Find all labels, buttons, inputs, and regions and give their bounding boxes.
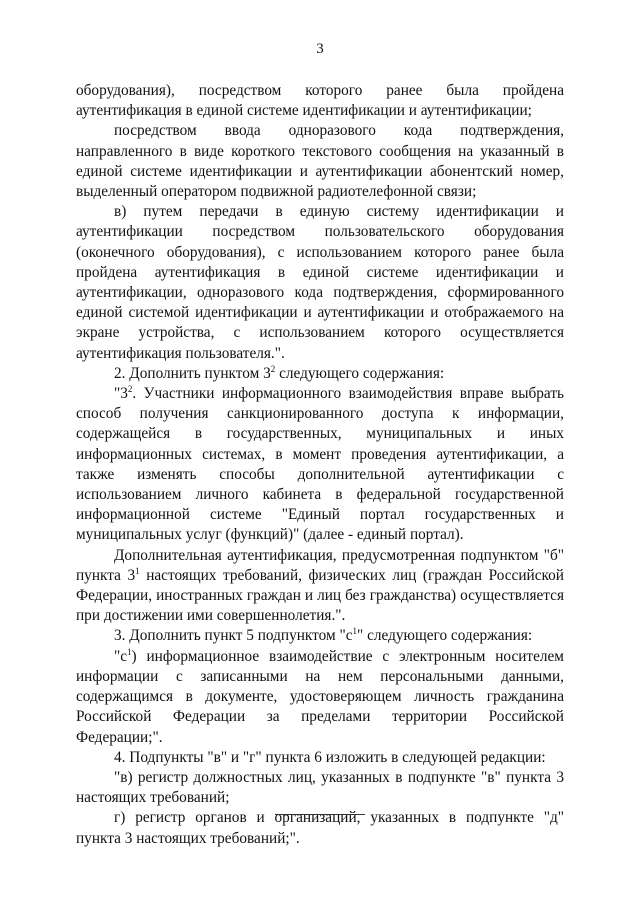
paragraph-text: . Участники информационного взаимодействия вправе выбрать способ получения санкционированного доступа к информации, содержащейся в государственных, муниципальных и иных информационных системах, в момент проведения аутентификации, а также изменять способы дополнительной аутентификации с использованием личного кабинета в федеральной государственной информационной системе "Единый портал государственных и муниципальных услуг (функций)" (далее - единый портал). bbox=[76, 385, 564, 544]
paragraph-amendment-4: 4. Подпункты "в" и "г" пункта 6 изложить в следующей редакции: bbox=[114, 748, 546, 766]
superscript: 1 bbox=[135, 565, 140, 576]
superscript: 1 bbox=[352, 626, 358, 637]
paragraph-amendment-3 bbox=[76, 626, 564, 646]
paragraph-subitem-v: "в) регистр должностных лиц, указанных в подпункте "в" пункта 3 настоящих требований; bbox=[76, 768, 564, 807]
paragraph-additional-authentication bbox=[76, 546, 564, 627]
superscript: 2 bbox=[127, 383, 133, 394]
paragraph-text: Дополнительная аутентификация, предусмотренная подпунктом "б" пункта 3 bbox=[76, 546, 564, 584]
page-number: 3 bbox=[316, 41, 324, 57]
superscript: 2 bbox=[270, 363, 276, 374]
paragraph-text: "с bbox=[114, 647, 128, 665]
paragraph-one-time-code-sms: посредством ввода одноразового кода подтверждения, направленного в виде короткого текстового сообщения на указанный в единой системе идентификации и аутентификации абонентский номер, выделенный оператором подвижной радиотелефонной связи; bbox=[76, 122, 564, 201]
paragraph-amendment-2 bbox=[76, 364, 564, 384]
document-body bbox=[76, 81, 564, 849]
paragraph-item-v: в) путем передачи в единую систему идентификации и аутентификации посредством пользовательского оборудования (оконечного оборудования), с использованием которого ранее была пройдена аутентификация в единой системе идентификации и аутентификации, одноразового кода подтверждения, сформированного единой системой идентификации и аутентификации и отображаемого на экране устройства, с использованием которого осуществляется аутентификация пользователя.". bbox=[76, 203, 564, 362]
paragraph-text: 3. Дополнить пункт 5 подпунктом "с bbox=[114, 627, 353, 645]
paragraph-text: ) информационное взаимодействие с электронным носителем информации с записанными на нем персональными данными, содержащимся в документе, удостоверяющем личность гражданина Российской Федерации за пределами территории Российской Федерации;". bbox=[76, 647, 564, 746]
paragraph-point-3-2 bbox=[76, 384, 564, 546]
paragraph-text: следующего содержания: bbox=[275, 364, 445, 382]
paragraph-text: " следующего содержания: bbox=[357, 627, 533, 645]
end-divider bbox=[275, 814, 365, 815]
paragraph-text: 2. Дополнить пунктом 3 bbox=[114, 364, 271, 382]
superscript: 1 bbox=[127, 646, 132, 657]
paragraph-text: настоящих требований, физических лиц (граждан Российской Федерации, иностранных граждан и лиц без гражданства) осуществляется при достижении ими совершеннолетия.". bbox=[76, 566, 564, 625]
paragraph-text: "3 bbox=[114, 385, 128, 403]
paragraph-subitem-c1 bbox=[76, 647, 564, 748]
paragraph-subitem-g: г) регистр органов и организаций, указанных в подпункте "д" пункта 3 настоящих требований;". bbox=[76, 809, 564, 847]
paragraph-equipment-continuation: оборудования), посредством которого ранее была пройдена аутентификация в единой системе идентификации и аутентификации; bbox=[76, 82, 564, 120]
